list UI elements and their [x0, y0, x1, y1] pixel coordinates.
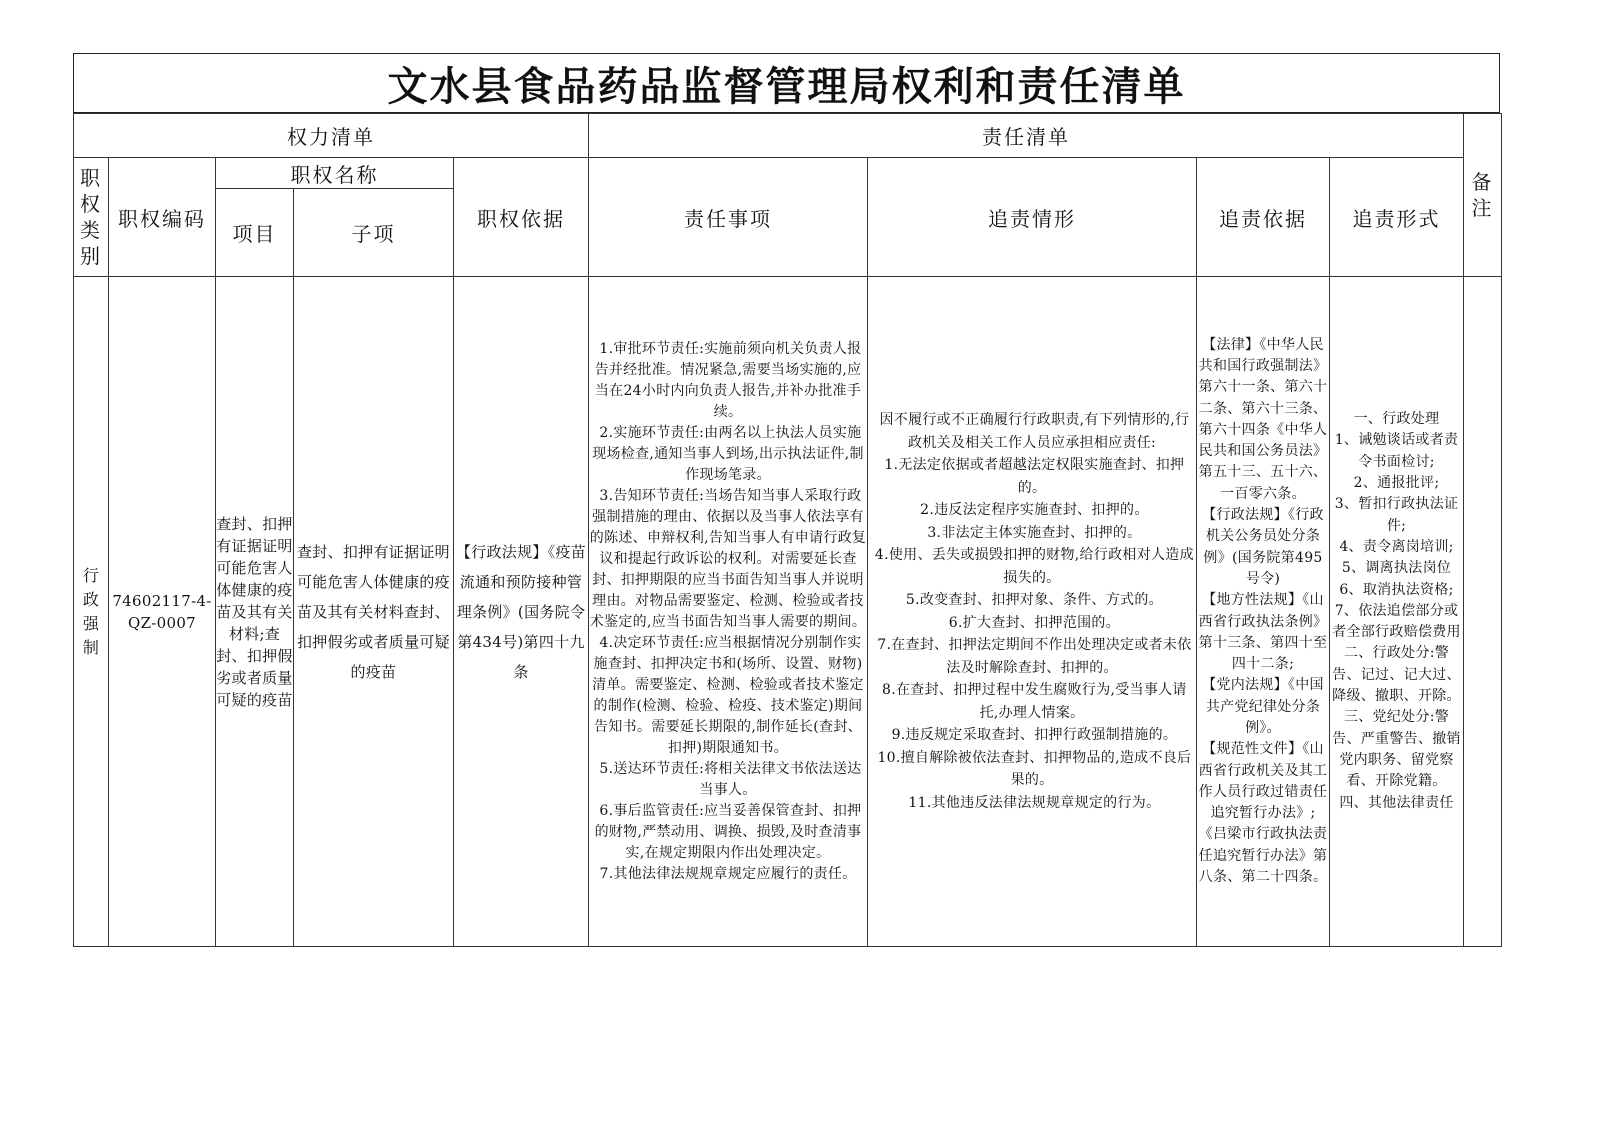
- cell-category-text: 行政强制: [82, 565, 100, 657]
- cell-remarks: [1464, 277, 1502, 947]
- header-basis: 职权依据: [454, 158, 589, 277]
- header-code: 职权编码: [109, 158, 216, 277]
- header-accountability-cases: 追责情形: [868, 158, 1197, 277]
- rights-responsibility-table: [73, 113, 1502, 947]
- cell-category: [74, 277, 109, 947]
- page-title: 文水县食品药品监督管理局权利和责任清单: [387, 63, 1186, 110]
- cell-accountability-forms: 一、行政处理 1、诫勉谈话或者责令书面检讨; 2、通报批评; 3、暂扣行政执法证件; 4、责令离岗培训; 5、调离执法岗位 6、取消执法资格; 7、依法追偿部分或者全部行政赔偿费用 二、行政处分:警告、记过、记大过、降级、撤职、开除。 三、党纪处分:警告、严重警告、撤销党内职务、留党察看、开除党籍。 四、其他法律责任: [1330, 277, 1464, 947]
- header-power-list: 权力清单: [74, 114, 589, 158]
- header-remarks: [1464, 114, 1502, 277]
- cell-sub-item: 查封、扣押有证据证明可能危害人体健康的疫苗及其有关材料查封、扣押假劣或者质量可疑的疫苗: [294, 277, 454, 947]
- title-box: [73, 53, 1500, 113]
- cell-basis: 【行政法规】《疫苗流通和预防接种管理条例》(国务院令第434号)第四十九条: [454, 277, 589, 947]
- header-accountability-forms: 追责形式: [1330, 158, 1464, 277]
- cell-code: 74602117-4-QZ-0007: [109, 277, 216, 947]
- header-name: 职权名称: [216, 158, 454, 189]
- cell-resp-items: 1.审批环节责任:实施前须向机关负责人报告并经批准。情况紧急,需要当场实施的,应当在24小时内向负责人报告,并补办批准手续。 2.实施环节责任:由两名以上执法人员实施现场检查,通知当事人到场,出示执法证件,制作现场笔录。 3.告知环节责任:当场告知当事人采取行政强制措施的理由、依据以及当事人依法享有的陈述、申辩权利,告知当事人有申请行政复议和提起行政诉讼的权利。对需要延长查封、扣押期限的应当书面告知当事人并说明理由。对物品需要鉴定、检测、检验或者技术鉴定的,应当书面告知当事人需要的期间。 4.决定环节责任:应当根据情况分别制作实施查封、扣押决定书和(场所、设置、财物)清单。需要鉴定、检测、检验或者技术鉴定的制作(检测、检验、检疫、技术鉴定)期间告知书。需要延长期限的,制作延长(查封、扣押)期限通知书。 5.送达环节责任:将相关法律文书依法送达当事人。 6.事后监管责任:应当妥善保管查封、扣押的财物,严禁动用、调换、损毁,及时查清事实,在规定期限内作出处理决定。 7.其他法律法规规章规定应履行的责任。: [589, 277, 868, 947]
- header-accountability-basis: 追责依据: [1197, 158, 1330, 277]
- header-remarks-text: 备 注: [1471, 170, 1494, 220]
- header-item: 项目: [216, 189, 294, 277]
- cell-accountability-cases: 因不履行或不正确履行行政职责,有下列情形的,行政机关及相关工作人员应承担相应责任: 1.无法定依据或者超越法定权限实施查封、扣押的。 2.违反法定程序实施查封、扣押的。 3.非法定主体实施查封、扣押的。 4.使用、丢失或损毁扣押的财物,给行政相对人造成损失的。 5.改变查封、扣押对象、条件、方式的。 6.扩大查封、扣押范围的。 7.在查封、扣押法定期间不作出处理决定或者未依法及时解除查封、扣押的。 8.在查封、扣押过程中发生腐败行为,受当事人请托,办理人情案。 9.违反规定采取查封、扣押行政强制措施的。 10.擅自解除被依法查封、扣押物品的,造成不良后果的。 11.其他违反法律法规规章规定的行为。: [868, 277, 1197, 947]
- cell-accountability-basis: 【法律】《中华人民共和国行政强制法》第六十一条、第六十二条、第六十三条、第六十四条《中华人民共和国公务员法》第五十三、五十六、一百零六条。 【行政法规】《行政机关公务员处分条例》(国务院第495号令) 【地方性法规】《山西省行政执法条例》第十三条、第四十至四十二条; 【党内法规】《中国共产党纪律处分条例》。 【规范性文件】《山西省行政机关及其工作人员行政过错责任追究暂行办法》; 《吕梁市行政执法责任追究暂行办法》第八条、第二十四条。: [1197, 277, 1330, 947]
- header-category: [74, 158, 109, 277]
- header-responsibility-list: 责任清单: [589, 114, 1464, 158]
- header-category-text: 职 权 类 别: [80, 166, 102, 268]
- header-sub-item: 子项: [294, 189, 454, 277]
- header-resp-items: 责任事项: [589, 158, 868, 277]
- cell-item: 查封、扣押有证据证明可能危害人体健康的疫苗及其有关材料;查封、扣押假劣或者质量可疑的疫苗: [216, 277, 294, 947]
